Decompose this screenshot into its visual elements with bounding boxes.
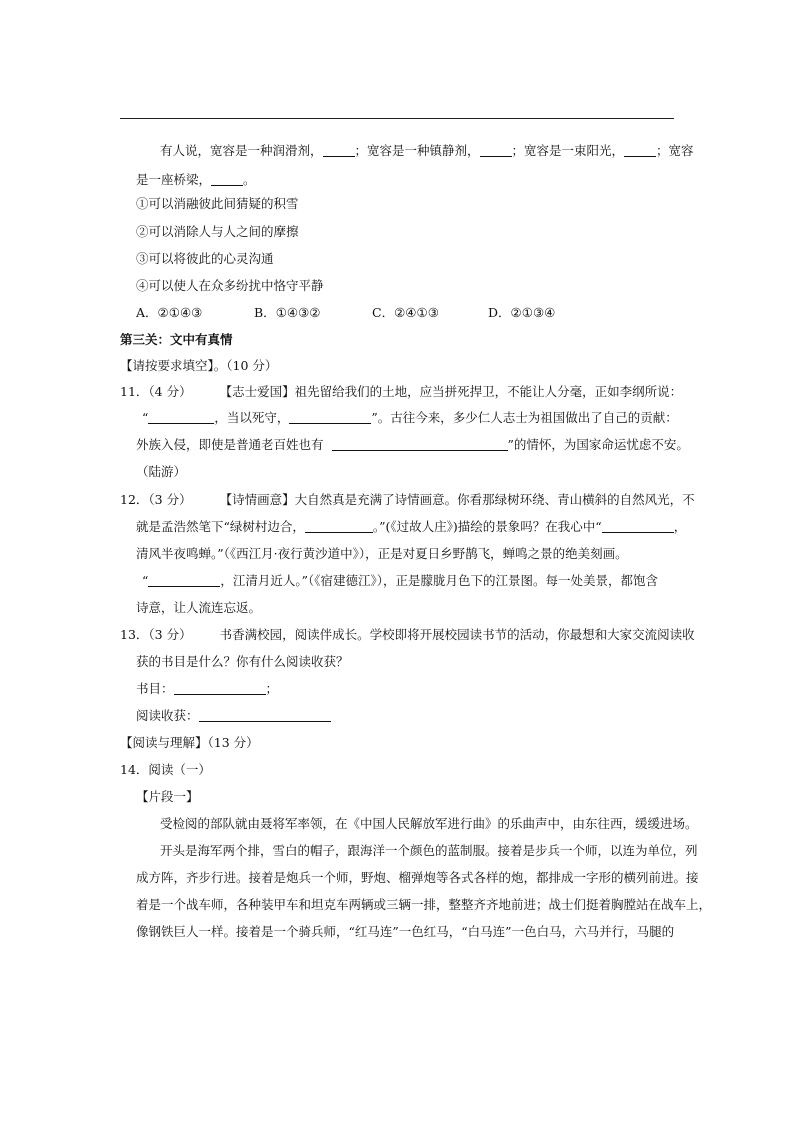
q12-line-2: 就是孟浩然笔下“绿树村边合， 。”(《过故人庄》)描绘的景象吗？在我心中“ ，	[136, 519, 687, 534]
q10-item-2: ②可以消除人与人之间的摩擦	[136, 224, 299, 239]
q10-blank-3[interactable]	[624, 144, 656, 157]
header-rule	[120, 118, 674, 119]
q14-paragraph-1: 受检阅的部队就由聂将军率领，在《中国人民解放军进行曲》的乐曲声中，由东往西，缓缓进场。	[160, 816, 698, 831]
option-b[interactable]: B．①④③②	[254, 305, 321, 320]
q11-blank-2[interactable]	[289, 411, 371, 424]
q10-blank-4[interactable]	[211, 173, 243, 186]
q10-stem-text: 有人说，宽容是一种润滑剂，	[160, 143, 323, 158]
q13-gain-line: 阅读收获：	[136, 708, 331, 724]
q12-line-1	[120, 492, 695, 508]
section-3-title: 第三关：文中有真情	[120, 332, 233, 347]
q11-blank-1[interactable]	[148, 411, 214, 424]
q12-line-3: 清风半夜鸣蝉。”（《西江月·夜行黄沙道中》），正是对夏日乡野鹊飞，蝉鸣之景的绝美刻画。	[136, 546, 628, 561]
q11-line-1	[120, 384, 682, 400]
q10-stem-line-2	[136, 172, 256, 188]
q10-item-1: ①可以消融彼此间猜疑的积雪	[136, 196, 299, 211]
q12-blank-1[interactable]	[305, 520, 373, 533]
q11-line-2: “ ，当以死守， ”。古往今来，多少仁人志士为祖国做出了自己的贡献：	[142, 410, 678, 425]
q10-options	[136, 305, 555, 321]
q12-line-4: “ ，江清月近人。”（《宿建德江》），正是朦胧月色下的江景图。每一处美景，都饱含	[142, 573, 659, 588]
q10-item-3: ③可以将彼此的心灵沟通	[136, 251, 274, 266]
q14-fragment-label: 【片段一】	[136, 789, 199, 804]
q13-line-2: 获的书目是什么？你有什么阅读收获？	[136, 654, 349, 669]
q10-stem-text: ；宽容是一种镇静剂，	[354, 143, 480, 158]
q13-book-field[interactable]	[174, 682, 266, 695]
q14-paragraph-2-line-2: 成方阵，齐步行进。接着是炮兵一个师，野炮、榴弹炮等各式各样的炮，都排成一字形的横列前进。接	[136, 870, 699, 885]
q12-blank-3[interactable]	[148, 574, 220, 587]
q14-paragraph-2-line-1: 开头是海军两个排，雪白的帽子，跟海洋一个颜色的蓝制服。接着是步兵一个师，以连为单位，列	[160, 843, 698, 858]
q10-stem-text: 。	[243, 172, 256, 187]
q13-line-1	[120, 627, 695, 643]
q14-title: 14．阅读（一）	[120, 762, 211, 777]
q14-paragraph-2-line-4: 像钢铁巨人一样。接着是一个骑兵师，“红马连”一色红马，“白马连”一色白马，六马并行，马腿的	[136, 924, 675, 939]
q10-item-4: ④可以使人在众多纷扰中恪守平静	[136, 278, 324, 293]
fill-in-header: 【请按要求填空】。（10 分）	[120, 358, 278, 373]
q13-number: 13．（3 分）	[120, 627, 192, 642]
option-a[interactable]: A．②①④③	[136, 305, 203, 320]
q13-book-line: 书目： ；	[136, 681, 279, 696]
q10-stem-text: ；宽容是一束阳光，	[511, 143, 625, 158]
q11-line-4: （陆游）	[136, 464, 187, 479]
q10-stem-text: ；宽容	[656, 143, 694, 158]
q13-gain-field[interactable]	[199, 709, 331, 722]
q10-blank-1[interactable]	[323, 144, 355, 157]
q12-line-5: 诗意，让人流连忘返。	[136, 600, 262, 615]
q12-text: 【诗情画意】大自然真是充满了诗情画意。你看那绿树环绕、青山横斜的自然风光，不	[219, 492, 695, 507]
reading-header: 【阅读与理解】（13 分）	[120, 735, 259, 750]
q11-line-3: 外族入侵，即使是普通老百姓也有 ”的情怀，为国家命运忧虑不安。	[136, 437, 689, 452]
q14-paragraph-2-line-3: 着是一个战车师，各种装甲车和坦克车两辆或三辆一排，整整齐齐地前进；战士们挺着胸膛站在战车上，	[136, 897, 712, 912]
option-c[interactable]: C．②④①③	[372, 305, 439, 320]
q11-text: 【志士爱国】祖先留给我们的土地，应当拼死捍卫，不能让人分毫，正如李纲所说：	[219, 384, 683, 399]
q11-number: 11．（4 分）	[120, 384, 192, 399]
q13-text: 书香满校园，阅读伴成长。学校即将开展校园读书节的活动，你最想和大家交流阅读收	[219, 627, 695, 642]
option-d[interactable]: D．②①③④	[488, 305, 556, 320]
q12-number: 12．（3 分）	[120, 492, 192, 507]
q10-blank-2[interactable]	[480, 144, 512, 157]
q12-blank-2[interactable]	[602, 520, 674, 533]
q10-stem-line-1	[160, 143, 694, 159]
q11-blank-3[interactable]	[332, 438, 508, 451]
q10-stem-text: 是一座桥梁，	[136, 172, 212, 187]
